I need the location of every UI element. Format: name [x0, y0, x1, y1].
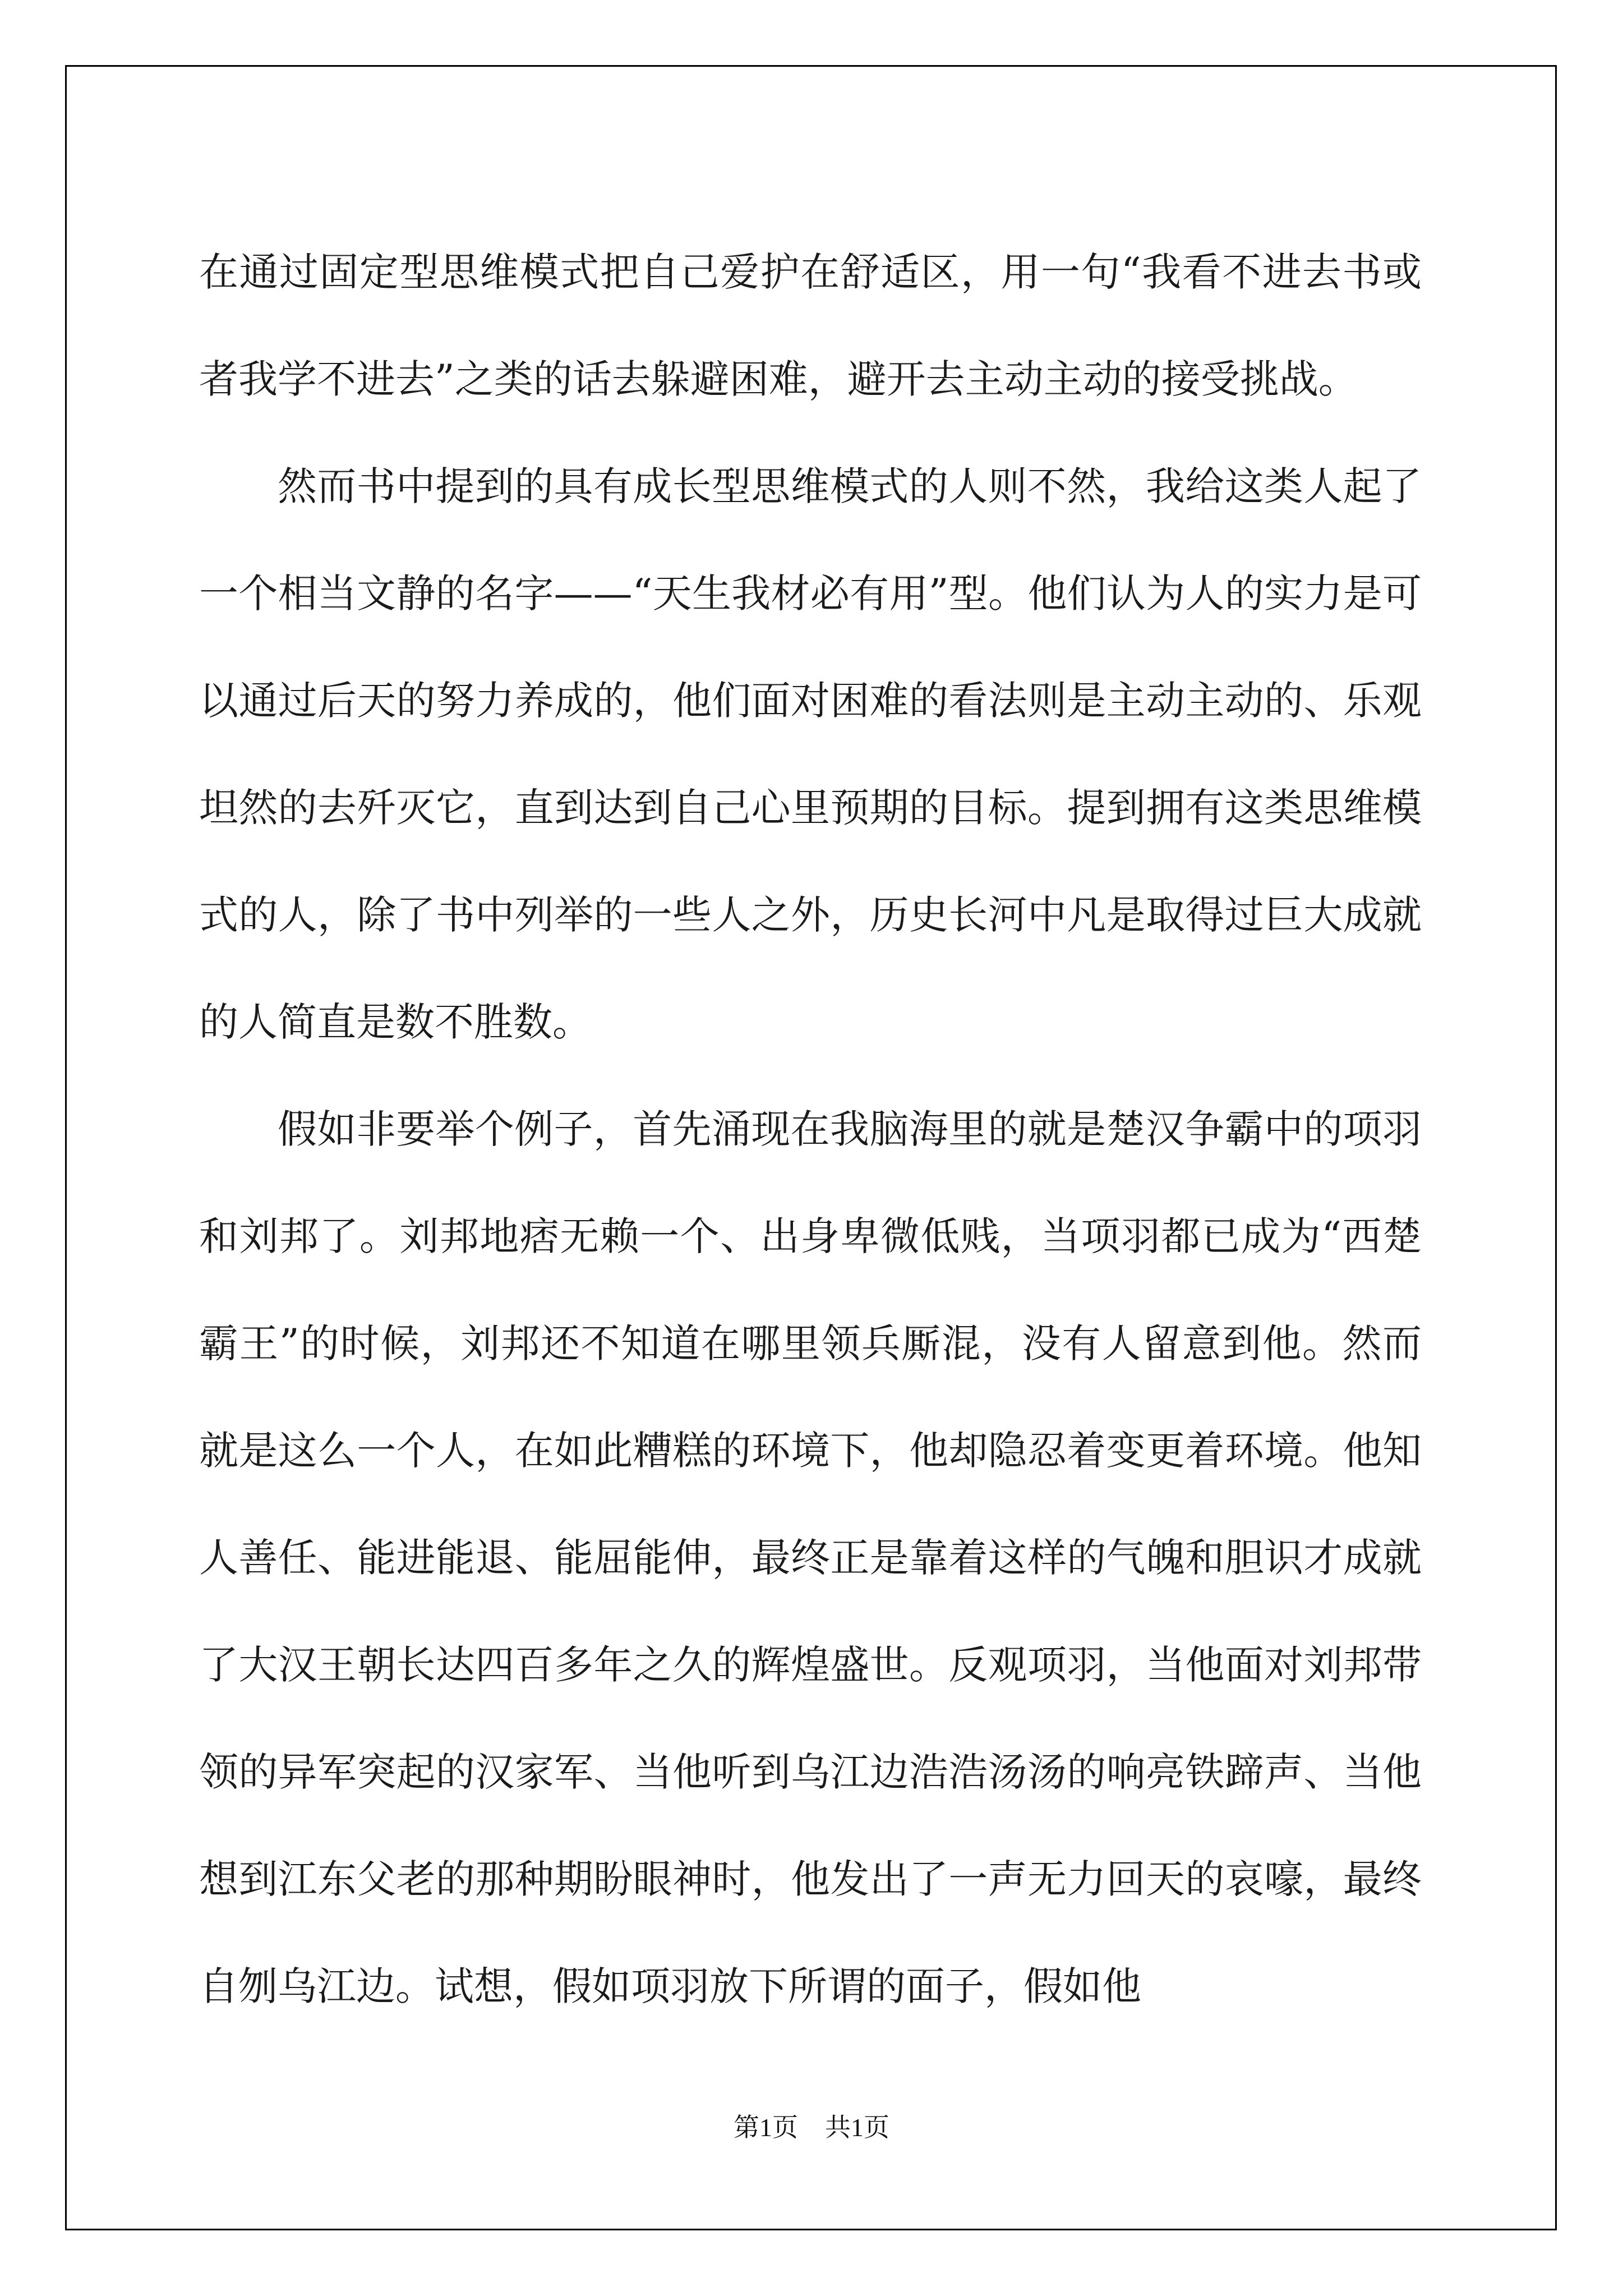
paragraph-2: 然而书中提到的具有成长型思维模式的人则不然，我给这类人起了一个相当文静的名字——“天生我材必有用”型。他们认为人的实力是可以通过后天的努力养成的，他们面对困难的看法则是主动主动的、乐观坦然的去歼灭它，直到达到自己心里预期的目标。提到拥有这类思维模式的人，除了书中列举的一些人之外，历史长河中凡是取得过巨大成就的人简直是数不胜数。 — [199, 463, 1422, 1045]
page-number: 第1页 — [734, 2113, 798, 2142]
total-pages: 共1页 — [825, 2113, 889, 2142]
document-body — [199, 219, 1422, 2040]
paragraph-3: 假如非要举个例子，首先涌现在我脑海里的就是楚汉争霸中的项羽和刘邦了。刘邦地痞无赖一个、出身卑微低贱，当项羽都已成为“西楚霸王”的时候，刘邦还不知道在哪里领兵厮混，没有人留意到他。然而就是这么一个人，在如此糟糕的环境下，他却隐忍着变更着环境。他知人善任、能进能退、能屈能伸，最终正是靠着这样的气魄和胆识才成就了大汉王朝长达四百多年之久的辉煌盛世。反观项羽，当他面对刘邦带领的异军突起的汉家军、当他听到乌江边浩浩汤汤的响亮铁蹄声、当他想到江东父老的那种期盼眼神时，他发出了一声无力回天的哀嚎，最终自刎乌江边。试想，假如项羽放下所谓的面子，假如他 — [199, 1106, 1422, 2009]
page-footer — [0, 2107, 1623, 2144]
paragraph-1: 在通过固定型思维模式把自己爱护在舒适区，用一句“我看不进去书或者我学不进去”之类的话去躲避困难，避开去主动主动的接受挑战。 — [199, 249, 1422, 402]
